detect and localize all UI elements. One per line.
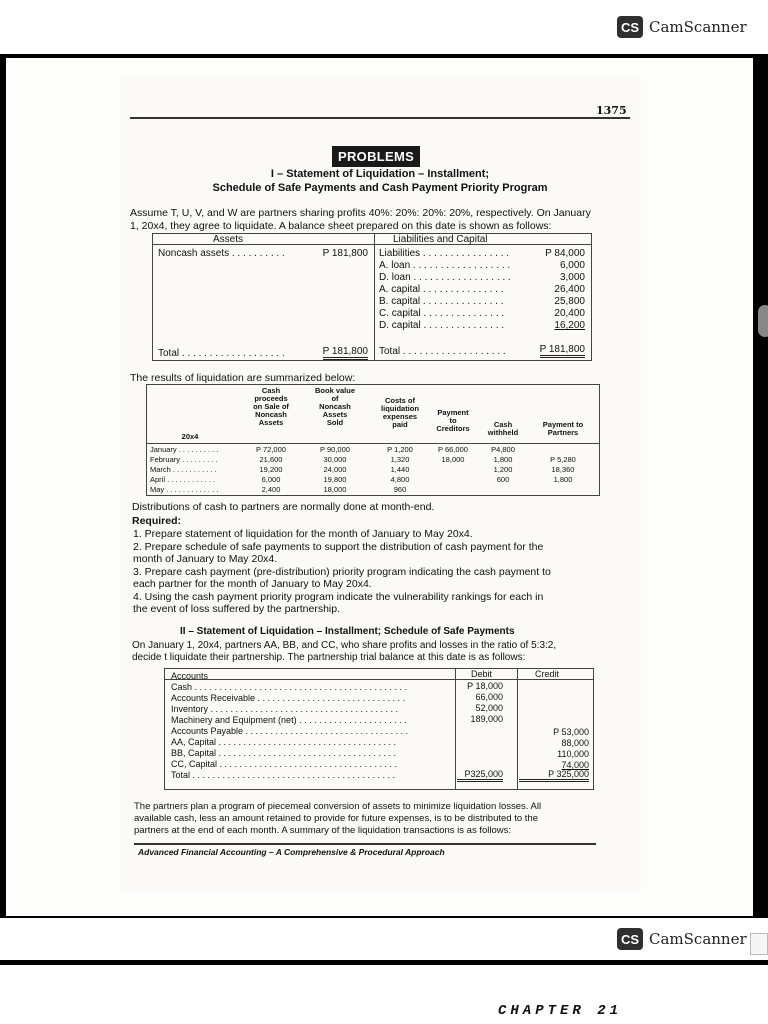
assets-header: Assets xyxy=(213,234,244,245)
camscanner-header-strip xyxy=(0,0,768,54)
col-header-month: 20x4 xyxy=(181,432,199,441)
closing-line-3: partners at the end of each month. A summary of the liquidation transactions is as follows: xyxy=(134,825,512,836)
part2-intro-2: decide t liquidate their partnership. The partnership trial balance at this date is as follows: xyxy=(132,652,526,663)
cell-costs: P 1,200 xyxy=(387,445,413,454)
tb-row-debit: 66,000 xyxy=(475,692,503,702)
trial-balance xyxy=(164,668,594,790)
menu-icon[interactable] xyxy=(750,933,768,955)
requirement-line: 1. Prepare statement of liquidation for the month of January to May 20x4. xyxy=(133,528,473,540)
cell-book: 24,000 xyxy=(323,465,347,474)
cell-book: 30,000 xyxy=(323,455,347,464)
tb-row-label: Accounts Payable . . . . . . . . . . . . . . . . . . . . . . . . . . . . . . . . . xyxy=(171,726,409,736)
tb-row-label: Inventory . . . . . . . . . . . . . . . . . . . . . . . . . . . . . . . . . . . . . . xyxy=(171,704,399,714)
required-label: Required: xyxy=(132,515,182,527)
cell-creditors: 18,000 xyxy=(441,455,465,464)
liab-value: 25,800 xyxy=(554,296,585,307)
liab-value: 16,200 xyxy=(554,320,585,331)
noncash-assets-value: P 181,800 xyxy=(322,248,368,259)
camscanner-logo xyxy=(617,16,747,38)
camscanner-name: CamScanner xyxy=(649,18,747,36)
row-month: May . . . . . . . . . . . . . xyxy=(150,485,219,494)
cell-withheld: 1,200 xyxy=(493,465,513,474)
tb-row-label: Accounts Receivable . . . . . . . . . . . . . . . . . . . . . . . . . . . . . . xyxy=(171,693,406,703)
requirement-line: 3. Prepare cash payment (pre-distribution) priority program indicating the cash payment to xyxy=(133,566,551,578)
liab-value: 20,400 xyxy=(554,308,585,319)
cell-withheld: 1,800 xyxy=(493,455,513,464)
tb-header-rule xyxy=(165,679,593,680)
cell-book: 18,000 xyxy=(323,485,347,494)
problems-banner: PROBLEMS xyxy=(332,146,420,167)
tb-col-divider xyxy=(517,669,518,789)
tb-total-credit: P 325,000 xyxy=(519,769,589,782)
liab-label: C. capital . . . . . . . . . . . . . . . xyxy=(379,308,505,319)
footer-rule xyxy=(134,843,596,845)
tb-row-label: Cash . . . . . . . . . . . . . . . . . . . . . . . . . . . . . . . . . . . . . . . . . . . xyxy=(171,682,408,692)
liab-value: 6,000 xyxy=(559,260,585,271)
next-page-strip xyxy=(0,965,768,1024)
next-page-chapter: CHAPTER 21 xyxy=(498,1003,623,1019)
scroll-handle[interactable] xyxy=(758,305,768,337)
top-rule xyxy=(130,117,630,119)
tb-debit-header: Debit xyxy=(471,669,493,679)
col-header-book-value: Book value of Noncash Assets Sold xyxy=(314,386,355,427)
cell-creditors: P 66,000 xyxy=(438,445,468,454)
row-month: January . . . . . . . . . . xyxy=(150,445,219,454)
liquidation-header-rule xyxy=(147,443,599,444)
cell-book: P 90,000 xyxy=(320,445,350,454)
distribution-note: Distributions of cash to partners are normally done at month-end. xyxy=(132,501,435,513)
book-footer: Advanced Financial Accounting – A Comprehensive & Procedural Approach xyxy=(138,847,445,857)
requirement-line: 4. Using the cash payment priority program indicate the vulnerability rankings for each in xyxy=(133,591,544,603)
tb-accounts-header: Accounts xyxy=(171,671,209,681)
row-month: March . . . . . . . . . . . xyxy=(150,465,217,474)
tb-row-credit: 74,000 xyxy=(561,760,589,770)
liabilities-header: Liabilities and Capital xyxy=(393,234,488,245)
balance-sheet-divider xyxy=(374,234,375,360)
problem-1-heading: I – Statement of Liquidation – Installment; xyxy=(270,168,490,180)
liab-total-value: P 181,800 xyxy=(540,344,585,358)
noncash-assets-label: Noncash assets . . . . . . . . . . xyxy=(158,248,285,259)
intro-line-2: 1, 20x4, they agree to liquidate. A balance sheet prepared on this date is shown as follows: xyxy=(130,220,552,232)
requirement-line: 2. Prepare schedule of safe payments to support the distribution of cash payment for the xyxy=(133,541,544,553)
balance-sheet xyxy=(152,233,592,361)
tb-row-label: AA, Capital . . . . . . . . . . . . . . . . . . . . . . . . . . . . . . . . . . . . xyxy=(171,737,397,747)
results-intro: The results of liquidation are summarized below: xyxy=(130,372,356,384)
tb-total-debit: P325,000 xyxy=(457,769,503,782)
liab-label: A. loan . . . . . . . . . . . . . . . . . . xyxy=(379,260,511,271)
col-header-creditors: Payment to Creditors xyxy=(436,408,470,433)
tb-row-credit: P 53,000 xyxy=(553,727,589,737)
cell-partners: P 5,280 xyxy=(550,455,576,464)
liquidation-table xyxy=(146,384,600,496)
cell-cash: 2,400 xyxy=(261,485,281,494)
closing-line-1: The partners plan a program of piecemeal conversion of assets to minimize liquidation losses. All xyxy=(134,801,542,812)
cell-costs: 1,320 xyxy=(390,455,410,464)
tb-total-label: Total . . . . . . . . . . . . . . . . . . . . . . . . . . . . . . . . . . . . . . . . . xyxy=(171,770,396,780)
liab-label: D. capital . . . . . . . . . . . . . . . xyxy=(379,320,505,331)
tb-row-label: BB, Capital . . . . . . . . . . . . . . . . . . . . . . . . . . . . . . . . . . . . xyxy=(171,748,397,758)
cell-costs: 4,800 xyxy=(390,475,410,484)
liab-value: 26,400 xyxy=(554,284,585,295)
liab-value: 3,000 xyxy=(559,272,585,283)
part2-intro-1: On January 1, 20x4, partners AA, BB, and CC, who share profits and losses in the ratio of 5:3:2, xyxy=(132,640,557,651)
page-number: 1375 xyxy=(596,104,627,117)
tb-row-credit: 110,000 xyxy=(557,749,589,759)
cell-cash: P 72,000 xyxy=(256,445,286,454)
liab-label: B. capital . . . . . . . . . . . . . . . xyxy=(379,296,504,307)
closing-line-2: available cash, less an amount retained to provide for future expenses, is to be distributed to the xyxy=(134,813,538,824)
assets-total-value: P 181,800 xyxy=(323,346,368,360)
problem-2-heading: II – Statement of Liquidation – Installment; Schedule of Safe Payments xyxy=(180,626,515,637)
cell-withheld: 600 xyxy=(496,475,510,484)
col-header-cash: Cash proceeds on Sale of Noncash Assets xyxy=(253,386,289,427)
tb-row-debit: P 18,000 xyxy=(467,681,503,691)
cell-cash: 6,000 xyxy=(261,475,281,484)
col-header-costs: Costs of liquidation expenses paid xyxy=(381,396,419,429)
cell-costs: 960 xyxy=(393,485,407,494)
tb-row-debit: 52,000 xyxy=(475,703,503,713)
tb-row-debit: 189,000 xyxy=(470,714,503,724)
tb-credit-header: Credit xyxy=(535,669,560,679)
liab-total-label: Total . . . . . . . . . . . . . . . . . . . xyxy=(379,346,506,357)
liab-label: D. loan . . . . . . . . . . . . . . . . . . xyxy=(379,272,511,283)
camscanner-badge-icon: CS xyxy=(617,16,643,38)
cell-cash: 21,600 xyxy=(259,455,283,464)
problem-1-subheading: Schedule of Safe Payments and Cash Payment Priority Program xyxy=(212,182,548,194)
liab-label: A. capital . . . . . . . . . . . . . . . xyxy=(379,284,504,295)
cell-cash: 19,200 xyxy=(259,465,283,474)
tb-row-label: Machinery and Equipment (net) . . . . . . . . . . . . . . . . . . . . . . xyxy=(171,715,407,725)
intro-line-1: Assume T, U, V, and W are partners sharing profits 40%: 20%: 20%: 20%, respectively. On January xyxy=(130,207,591,219)
camscanner-badge-icon: CS xyxy=(617,928,643,950)
cell-partners: 1,800 xyxy=(553,475,573,484)
tb-row-label: CC, Capital . . . . . . . . . . . . . . . . . . . . . . . . . . . . . . . . . . . . xyxy=(171,759,398,769)
cell-withheld: P4,800 xyxy=(491,445,515,454)
requirement-line: month of January to May 20x4. xyxy=(133,553,278,565)
requirement-line: each partner for the month of January to May 20x4. xyxy=(133,578,372,590)
assets-total-label: Total . . . . . . . . . . . . . . . . . . . xyxy=(158,348,285,359)
cell-partners: 18,360 xyxy=(551,465,575,474)
col-header-withheld: Cash withheld xyxy=(487,420,519,437)
cell-costs: 1,440 xyxy=(390,465,410,474)
row-month: February . . . . . . . . . xyxy=(150,455,218,464)
liab-label: Liabilities . . . . . . . . . . . . . . . . xyxy=(379,248,510,259)
tb-col-divider xyxy=(455,669,456,789)
camscanner-logo xyxy=(617,928,747,950)
camscanner-footer-strip xyxy=(0,918,768,960)
requirement-line: the event of loss suffered by the partnership. xyxy=(133,603,341,615)
row-month: April . . . . . . . . . . . . xyxy=(150,475,216,484)
camscanner-name: CamScanner xyxy=(649,930,747,948)
cell-book: 19,800 xyxy=(323,475,347,484)
col-header-partners: Payment to Partners xyxy=(542,420,584,437)
tb-row-credit: 88,000 xyxy=(561,738,589,748)
liab-value: P 84,000 xyxy=(545,248,585,259)
